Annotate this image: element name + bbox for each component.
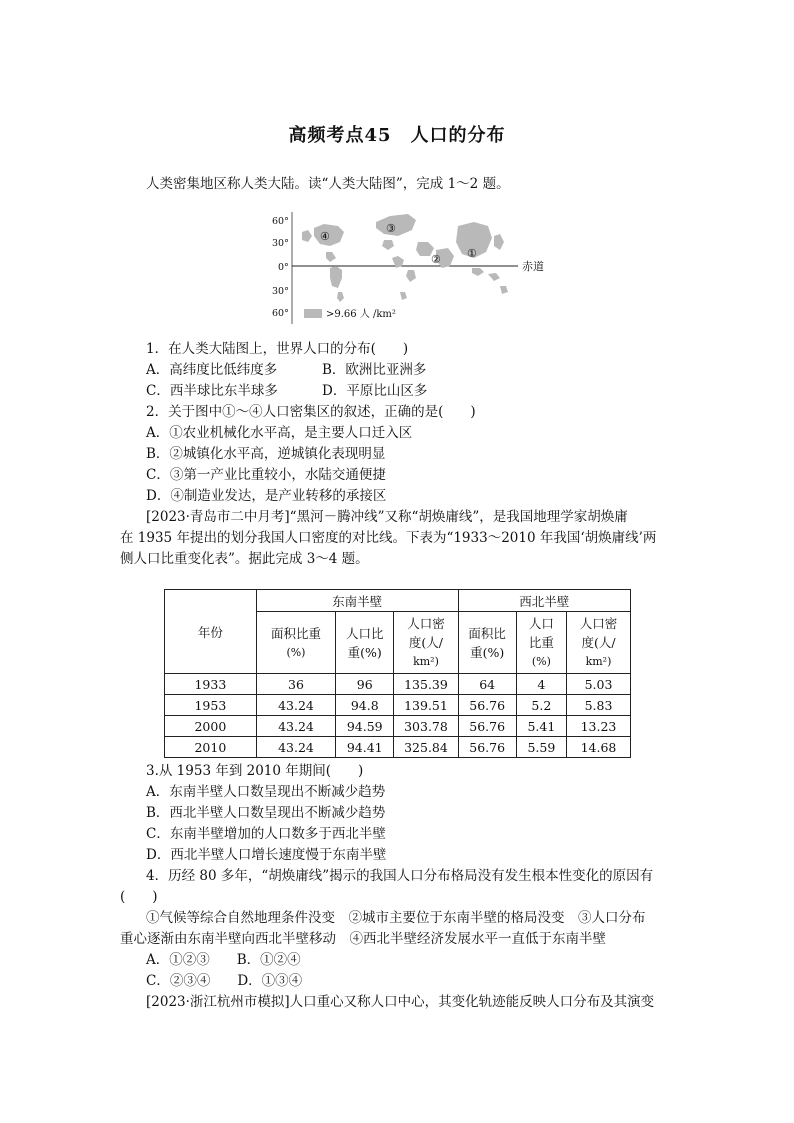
q2-option-b: B．②城镇化水平高，逆城镇化表现明显 xyxy=(146,446,386,462)
context-q5: [2023·浙江杭州市模拟]人口重心又称人口中心，其变化轨迹能反映人口分布及其演变 xyxy=(146,994,655,1010)
marker-1: ① xyxy=(467,247,477,260)
header-se-pop: 人口比 重(%) xyxy=(336,612,394,674)
q1-stem: 1．在人类大陆图上，世界人口的分布( ) xyxy=(146,341,409,357)
marker-2: ② xyxy=(431,253,441,266)
q1-option-b: B．欧洲比亚洲多 xyxy=(322,362,427,378)
lat-label-0: 0° xyxy=(278,262,289,273)
header-southeast: 东南半壁 xyxy=(256,590,458,612)
lat-label-60n: 60° xyxy=(272,216,289,227)
q4-choices-ab: A．①②③ B．①②④ xyxy=(146,952,301,968)
context-line-1: [2023·青岛市二中月考]“黑河－腾冲线”又称“胡焕庸线”，是我国地理学家胡焕庸 xyxy=(146,509,628,525)
context-line-2: 在 1935 年提出的划分我国人口密度的对比线。下表为“1933～2010 年我国‘胡焕庸线’两 xyxy=(120,530,657,546)
q3-option-a: A．东南半壁人口数呈现出不断减少趋势 xyxy=(146,784,386,800)
marker-4: ④ xyxy=(320,230,330,243)
context-line-3: 侧人口比重变化表”。据此完成 3～4 题。 xyxy=(120,551,369,567)
table-row: 2000 43.24 94.59 303.78 56.76 5.41 13.23 xyxy=(165,716,631,737)
q4-paren: ( ) xyxy=(120,889,158,905)
marker-3: ③ xyxy=(386,222,396,235)
q2-stem: 2．关于图中①～④人口密集区的叙述，正确的是( ) xyxy=(146,404,476,420)
header-year: 年份 xyxy=(165,590,257,674)
table-row: 2010 43.24 94.41 325.84 56.76 5.59 14.68 xyxy=(165,737,631,758)
q4-choices-cd: C．②③④ D．①③④ xyxy=(146,973,303,989)
legend-label: >9.66 人 /km² xyxy=(326,309,396,320)
q2-option-c: C．③第一产业比重较小，水陆交通便捷 xyxy=(146,467,386,483)
header-se-density: 人口密 度(人/ km²) xyxy=(394,612,458,674)
q1-option-d: D．平原比山区多 xyxy=(322,383,428,399)
header-nw-pop: 人口 比重 (%) xyxy=(516,612,566,674)
q3-option-c: C．东南半壁增加的人口数多于西北半壁 xyxy=(146,826,386,842)
q1-option-a: A．高纬度比低纬度多 xyxy=(146,362,278,378)
page-title: 高频考点45 人口的分布 xyxy=(288,125,506,146)
q3-stem: 3.从 1953 年到 2010 年期间( ) xyxy=(146,763,364,779)
q4-options-line-2: 重心逐渐由东南半壁向西北半壁移动 ④西北半壁经济发展水平一直低于东南半壁 xyxy=(120,931,606,947)
lat-label-60s: 60° xyxy=(272,308,289,319)
header-nw-density: 人口密 度(人/ km²) xyxy=(566,612,630,674)
lat-label-30s: 30° xyxy=(272,286,289,297)
table-row: 1953 43.24 94.8 139.51 56.76 5.2 5.83 xyxy=(165,695,631,716)
table-row: 1933 36 96 135.39 64 4 5.03 xyxy=(165,674,631,695)
q4-options-line-1: ①气候等综合自然地理条件没变 ②城市主要位于东南半壁的格局没变 ③人口分布 xyxy=(146,910,646,926)
legend-swatch xyxy=(304,309,322,318)
header-se-area: 面积比重 (%) xyxy=(256,612,335,674)
header-nw-area: 面积比 重(%) xyxy=(458,612,516,674)
q2-option-d: D．④制造业发达，是产业转移的承接区 xyxy=(146,488,387,504)
population-table xyxy=(164,589,631,758)
q3-option-d: D．西北半壁人口增长速度慢于东南半壁 xyxy=(146,847,387,863)
equator-label: 赤道 xyxy=(522,260,544,273)
q1-option-c: C．西半球比东半球多 xyxy=(146,383,278,399)
dense-areas xyxy=(302,214,508,302)
population-map xyxy=(268,206,558,328)
intro-text: 人类密集地区称人类大陆。读“人类大陆图”，完成 1～2 题。 xyxy=(146,176,510,192)
q3-option-b: B．西北半壁人口数呈现出不断减少趋势 xyxy=(146,805,386,821)
q4-stem: 4．历经 80 多年，“胡焕庸线”揭示的我国人口分布格局没有发生根本性变化的原因有 xyxy=(146,868,654,884)
lat-label-30n: 30° xyxy=(272,238,289,249)
q2-option-a: A．①农业机械化水平高，是主要人口迁入区 xyxy=(146,425,413,441)
header-northwest: 西北半壁 xyxy=(458,590,630,612)
